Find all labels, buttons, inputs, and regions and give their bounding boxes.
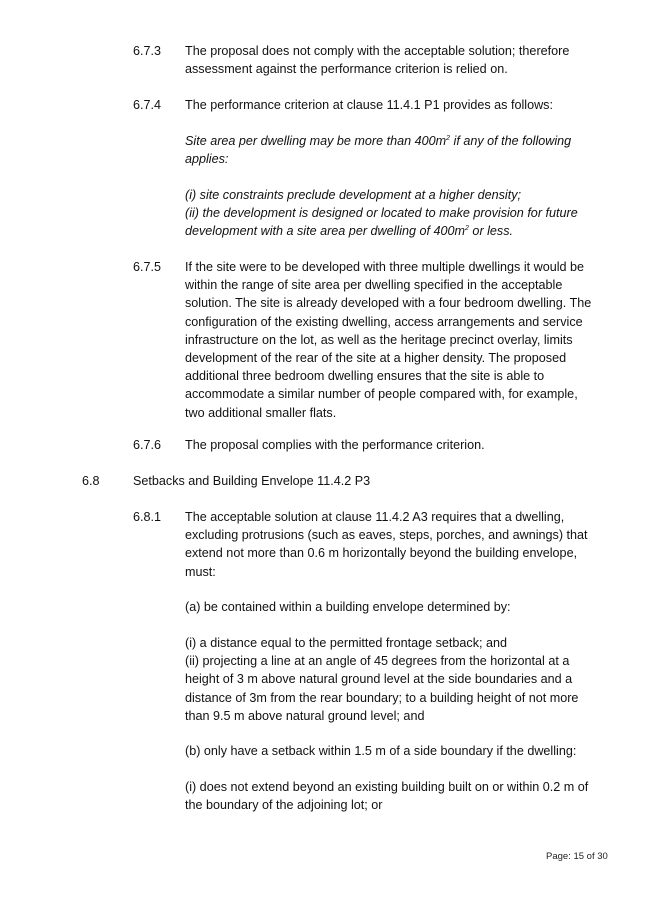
text-line: height of 3 m above natural ground level at the side boundaries and a xyxy=(185,672,573,687)
clause-subparagraph xyxy=(185,634,605,725)
text-line: (i) does not extend beyond an existing building built on or within 0.2 m of xyxy=(185,780,589,794)
clause-number: 6.8.1 xyxy=(133,510,162,524)
text-line: within the range of site area per dwelling specified in the acceptable xyxy=(185,278,563,293)
text-line: applies: xyxy=(185,152,229,167)
section-title: Setbacks and Building Envelope 11.4.2 P3 xyxy=(133,474,371,488)
text-line: The performance criterion at clause 11.4.1 P1 provides as follows: xyxy=(185,98,553,112)
text-line: excluding protrusions (such as eaves, steps, porches, and awnings) that xyxy=(185,528,588,543)
clause-number: 6.7.5 xyxy=(133,260,162,274)
clause-number: 6.7.4 xyxy=(133,98,162,112)
quoted-criterion xyxy=(185,132,605,168)
text-line: The proposal does not comply with the acceptable solution; therefore xyxy=(185,44,570,58)
text-line: (a) be contained within a building envelope determined by: xyxy=(185,600,511,614)
text-line: development with a site area per dwelling of $400m^2$ or less. xyxy=(185,224,514,239)
section-number: 6.8 xyxy=(82,474,100,488)
clause-text xyxy=(185,42,605,78)
clause-text xyxy=(185,258,605,422)
text-line: accommodate a similar number of people compared with, for example, xyxy=(185,387,578,402)
text-line: distance of 3m from the rear boundary; to a building height of not more xyxy=(185,690,579,705)
text-line: must: xyxy=(185,564,216,579)
clause-subparagraph xyxy=(185,742,605,760)
text-line: The proposal complies with the performance criterion. xyxy=(185,438,485,452)
text-line: two additional smaller flats. xyxy=(185,405,337,420)
clause-subparagraph xyxy=(185,778,605,814)
text-line: than 9.5 m above natural ground level; and xyxy=(185,708,425,723)
clause-text xyxy=(185,436,605,454)
text-line: solution. The site is already developed with a four bedroom dwelling. The xyxy=(185,296,592,311)
text-line: configuration of the existing dwelling, access arrangements and service xyxy=(185,314,583,329)
text-line: infrastructure on the lot, as well as the heritage precinct overlay, limits xyxy=(185,332,573,347)
text-line: additional three bedroom dwelling ensures that the site is able to xyxy=(185,369,545,384)
text-line: the boundary of the adjoining lot; or xyxy=(185,798,383,813)
clause-number: 6.7.3 xyxy=(133,44,162,58)
quoted-criterion-list xyxy=(185,186,605,241)
page-number-footer: Page: 15 of 30 xyxy=(546,851,608,862)
text-line: (i) site constraints preclude development at a higher density; xyxy=(185,188,522,202)
text-line: If the site were to be developed with three multiple dwellings it would be xyxy=(185,260,585,274)
clause-text xyxy=(185,96,605,114)
text-line: (b) only have a setback within 1.5 m of a side boundary if the dwelling: xyxy=(185,744,577,758)
text-line: (i) a distance equal to the permitted frontage setback; and xyxy=(185,636,508,650)
text-line: development of the rear of the site at a higher density. The proposed xyxy=(185,351,567,366)
clause-subparagraph xyxy=(185,598,605,616)
text-line: (ii) projecting a line at an angle of 45 degrees from the horizontal at a xyxy=(185,654,570,669)
text-line: (ii) the development is designed or located to make provision for future xyxy=(185,206,578,221)
text-line: assessment against the performance criterion is relied on. xyxy=(185,62,508,77)
text-line: Site area per dwelling may be more than $400m^2$ if any of the following xyxy=(185,134,572,148)
text-line: extend not more than 0.6 m horizontally beyond the building envelope, xyxy=(185,546,578,561)
text-line: The acceptable solution at clause 11.4.2 A3 requires that a dwelling, xyxy=(185,510,565,524)
clause-text xyxy=(185,508,605,581)
clause-number: 6.7.6 xyxy=(133,438,162,452)
